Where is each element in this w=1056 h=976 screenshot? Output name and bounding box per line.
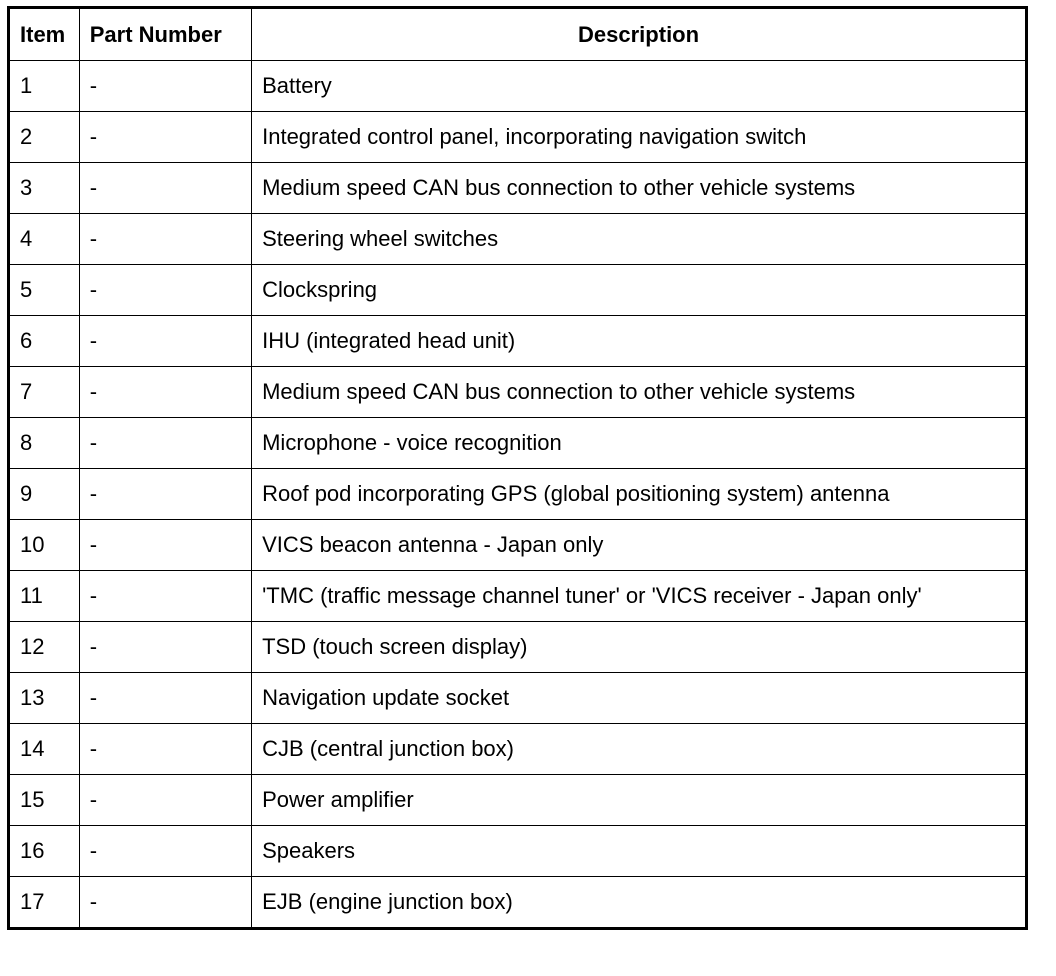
table-row bbox=[9, 775, 1027, 826]
part-number-cell: - bbox=[79, 316, 251, 367]
part-number-cell: - bbox=[79, 163, 251, 214]
description-cell: 'TMC (traffic message channel tuner' or 'VICS receiver - Japan only' bbox=[252, 571, 1027, 622]
description-cell: VICS beacon antenna - Japan only bbox=[252, 520, 1027, 571]
description-cell: Integrated control panel, incorporating navigation switch bbox=[252, 112, 1027, 163]
part-number-cell: - bbox=[79, 469, 251, 520]
part-number-cell: - bbox=[79, 265, 251, 316]
table-row bbox=[9, 469, 1027, 520]
part-number-cell: - bbox=[79, 112, 251, 163]
table-row bbox=[9, 367, 1027, 418]
description-cell: Roof pod incorporating GPS (global positioning system) antenna bbox=[252, 469, 1027, 520]
part-number-cell: - bbox=[79, 775, 251, 826]
description-cell: IHU (integrated head unit) bbox=[252, 316, 1027, 367]
description-cell: TSD (touch screen display) bbox=[252, 622, 1027, 673]
item-cell: 14 bbox=[9, 724, 80, 775]
part-number-cell: - bbox=[79, 673, 251, 724]
table-row bbox=[9, 877, 1027, 929]
item-cell: 13 bbox=[9, 673, 80, 724]
part-number-cell: - bbox=[79, 724, 251, 775]
table-row bbox=[9, 163, 1027, 214]
item-cell: 5 bbox=[9, 265, 80, 316]
part-number-cell: - bbox=[79, 622, 251, 673]
item-cell: 3 bbox=[9, 163, 80, 214]
header-part-number: Part Number bbox=[79, 8, 251, 61]
table-row bbox=[9, 316, 1027, 367]
part-number-cell: - bbox=[79, 520, 251, 571]
item-cell: 11 bbox=[9, 571, 80, 622]
description-cell: Battery bbox=[252, 61, 1027, 112]
table-row bbox=[9, 214, 1027, 265]
parts-table bbox=[7, 6, 1028, 930]
item-cell: 2 bbox=[9, 112, 80, 163]
table-row bbox=[9, 112, 1027, 163]
table-row bbox=[9, 520, 1027, 571]
item-cell: 10 bbox=[9, 520, 80, 571]
part-number-cell: - bbox=[79, 214, 251, 265]
part-number-cell: - bbox=[79, 418, 251, 469]
table-body bbox=[9, 61, 1027, 929]
part-number-cell: - bbox=[79, 367, 251, 418]
part-number-cell: - bbox=[79, 877, 251, 929]
table-row bbox=[9, 724, 1027, 775]
item-cell: 7 bbox=[9, 367, 80, 418]
description-cell: Medium speed CAN bus connection to other vehicle systems bbox=[252, 367, 1027, 418]
item-cell: 8 bbox=[9, 418, 80, 469]
item-cell: 17 bbox=[9, 877, 80, 929]
header-description: Description bbox=[252, 8, 1027, 61]
table-row bbox=[9, 571, 1027, 622]
part-number-cell: - bbox=[79, 571, 251, 622]
description-cell: Speakers bbox=[252, 826, 1027, 877]
item-cell: 9 bbox=[9, 469, 80, 520]
part-number-cell: - bbox=[79, 826, 251, 877]
description-cell: Medium speed CAN bus connection to other vehicle systems bbox=[252, 163, 1027, 214]
header-item: Item bbox=[9, 8, 80, 61]
table-row bbox=[9, 826, 1027, 877]
item-cell: 15 bbox=[9, 775, 80, 826]
description-cell: Navigation update socket bbox=[252, 673, 1027, 724]
table-row bbox=[9, 622, 1027, 673]
header-row bbox=[9, 8, 1027, 61]
table-row bbox=[9, 418, 1027, 469]
item-cell: 6 bbox=[9, 316, 80, 367]
description-cell: Power amplifier bbox=[252, 775, 1027, 826]
description-cell: Microphone - voice recognition bbox=[252, 418, 1027, 469]
table-row bbox=[9, 61, 1027, 112]
table-row bbox=[9, 673, 1027, 724]
item-cell: 12 bbox=[9, 622, 80, 673]
description-cell: Steering wheel switches bbox=[252, 214, 1027, 265]
table-row bbox=[9, 265, 1027, 316]
part-number-cell: - bbox=[79, 61, 251, 112]
description-cell: CJB (central junction box) bbox=[252, 724, 1027, 775]
item-cell: 1 bbox=[9, 61, 80, 112]
item-cell: 4 bbox=[9, 214, 80, 265]
description-cell: EJB (engine junction box) bbox=[252, 877, 1027, 929]
item-cell: 16 bbox=[9, 826, 80, 877]
description-cell: Clockspring bbox=[252, 265, 1027, 316]
